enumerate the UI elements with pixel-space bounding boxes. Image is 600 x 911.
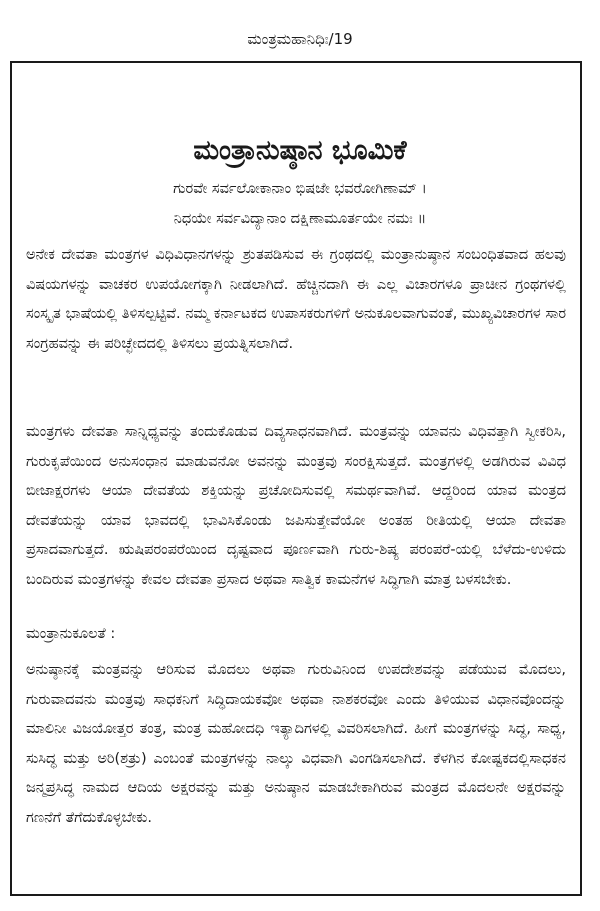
paragraph-1: ಅನೇಕ ದೇವತಾ ಮಂತ್ರಗಳ ವಿಧಿವಿಧಾನಗಳನ್ನು ಶ್ರುತಪಡಿಸುವ ಈ ಗ್ರಂಥದಲ್ಲಿ ಮಂತ್ರಾನುಷ್ಠಾನ ಸಂಬಂಧಿತವಾದ ಹಲವು ವಿಷಯಗಳನ್ನು ವಾಚಕರ ಉಪಯೋಗಕ್ಕಾಗಿ ನೀಡಲಾಗಿದೆ. ಹೆಚ್ಚಿನದಾಗಿ ಈ ಎಲ್ಲ ವಿಚಾರಗಳೂ ಪ್ರಾಚೀನ ಗ್ರಂಥಗಳಲ್ಲಿ ಸಂಸ್ಕೃತ ಭಾಷೆಯಲ್ಲಿ ತಿಳಿಸಲ್ಪಟ್ಟಿವೆ. ನಮ್ಮ ಕರ್ನಾಟಕದ ಉಪಾಸಕರುಗಳಿಗೆ ಅನುಕೂಲವಾಗುವಂತೆ, ಮುಖ್ಯವಿಚಾರಗಳ ಸಾರ ಸಂಗ್ರಹವನ್ನು ಈ ಪರಿಚ್ಛೇದದಲ್ಲಿ ತಿಳಿಸಲು ಪ್ರಯತ್ನಿಸಲಾಗಿದೆ. xyxy=(26,247,566,352)
paragraph-3: ಅನುಷ್ಠಾನಕ್ಕೆ ಮಂತ್ರವನ್ನು ಆರಿಸುವ ಮೊದಲು ಅಥವಾ ಗುರುವಿನಿಂದ ಉಪದೇಶವನ್ನು ಪಡೆಯುವ ಮೊದಲು, ಗುರುವಾದವನು ಮಂತ್ರವು ಸಾಧಕನಿಗೆ ಸಿದ್ಧಿದಾಯಕವೋ ಅಥವಾ ನಾಶಕರವೋ ಎಂದು ತಿಳಿಯುವ ವಿಧಾನವೊಂದನ್ನು ಮಾಲಿನೀ ವಿಜಯೋತ್ತರ ತಂತ್ರ, ಮಂತ್ರ ಮಹೋದಧಿ ಇತ್ಯಾದಿಗಳಲ್ಲಿ ವಿವರಿಸಲಾಗಿದೆ. ಹೀಗೆ ಮಂತ್ರಗಳನ್ನು ಸಿದ್ಧ, ಸಾಧ್ಯ, ಸುಸಿದ್ಧ ಮತ್ತು ಅರಿ(ಶತ್ರು) ಎಂಬಂತೆ ಮಂತ್ರಗಳನ್ನು ನಾಲ್ಕು ವಿಧವಾಗಿ ವಿಂಗಡಿಸಲಾಗಿದೆ. ಕೆಳಗಿನ ಕೋಷ್ಟಕದಲ್ಲಿಸಾಧಕನ ಜನ್ಮಪ್ರಸಿದ್ಧ ನಾಮದ ಆದಿಯ ಅಕ್ಷರವನ್ನು ಮತ್ತು ಅನುಷ್ಠಾನ ಮಾಡಬೇಕಾಗಿರುವ ಮಂತ್ರದ ಮೊದಲನೇ ಅಕ್ಷರವನ್ನು ಗಣನೆಗೆ ತೆಗೆದುಕೊಳ್ಳಬೇಕು. xyxy=(26,662,566,826)
article-title: ಮಂತ್ರಾನುಷ್ಠಾನ ಭೂಮಿಕೆ xyxy=(193,135,407,166)
verse-line-1: ಗುರವೇ ಸರ್ವಲೋಕಾನಾಂ ಭಿಷಜೇ ಭವರೋಗಿಣಾಮ್ । xyxy=(173,181,427,197)
running-header: ಮಂತ್ರಮಹಾನಿಧಿಃ/19 xyxy=(247,30,353,48)
paragraph-2: ಮಂತ್ರಗಳು ದೇವತಾ ಸಾನ್ನಿಧ್ಯವನ್ನು ತಂದುಕೊಡುವ ದಿವ್ಯಸಾಧನವಾಗಿದೆ. ಮಂತ್ರವನ್ನು ಯಾವನು ವಿಧಿವತ್ತಾಗಿ ಸ್ವೀಕರಿಸಿ, ಗುರುಕೃಪೆಯಿಂದ ಅನುಸಂಧಾನ ಮಾಡುವನೋ ಅವನನ್ನು ಮಂತ್ರವು ಸಂರಕ್ಷಿಸುತ್ತದೆ. ಮಂತ್ರಗಳಲ್ಲಿ ಅಡಗಿರುವ ವಿವಿಧ ಬೀಜಾಕ್ಷರಗಳು ಆಯಾ ದೇವತೆಯ ಶಕ್ತಿಯನ್ನು ಪ್ರಚೋದಿಸುವಲ್ಲಿ ಸಮರ್ಥವಾಗಿವೆ. ಆದ್ದರಿಂದ ಯಾವ ಮಂತ್ರದ ದೇವತೆಯನ್ನು ಯಾವ ಭಾವದಲ್ಲಿ ಭಾವಿಸಿಕೊಂಡು ಜಪಿಸುತ್ತೇವೆಯೋ ಅಂತಹ ರೀತಿಯಲ್ಲಿ ಆಯಾ ದೇವತಾ ಪ್ರಸಾದವಾಗುತ್ತದೆ. ಋಷಿಪರಂಪರೆಯಿಂದ ದೃಷ್ಟವಾದ ಪೂರ್ಣವಾಗಿ ಗುರು-ಶಿಷ್ಯ ಪರಂಪರೆ-ಯಲ್ಲಿ ಬೆಳೆದು-ಉಳಿದು ಬಂದಿರುವ ಮಂತ್ರಗಳನ್ನು ಕೇವಲ ದೇವತಾ ಪ್ರಸಾದ ಅಥವಾ ಸಾತ್ವಿಕ ಕಾಮನೆಗಳ ಸಿದ್ಧಿಗಾಗಿ ಮಾತ್ರ ಬಳಸಬೇಕು. xyxy=(26,424,566,588)
verse-line-2: ನಿಧಯೇ ಸರ್ವವಿದ್ಯಾನಾಂ ದಕ್ಷಿಣಾಮೂರ್ತಯೇ ನಮಃ ॥ xyxy=(173,211,427,227)
section-subheading: ಮಂತ್ರಾನುಕೂಲತೆ : xyxy=(26,626,116,642)
